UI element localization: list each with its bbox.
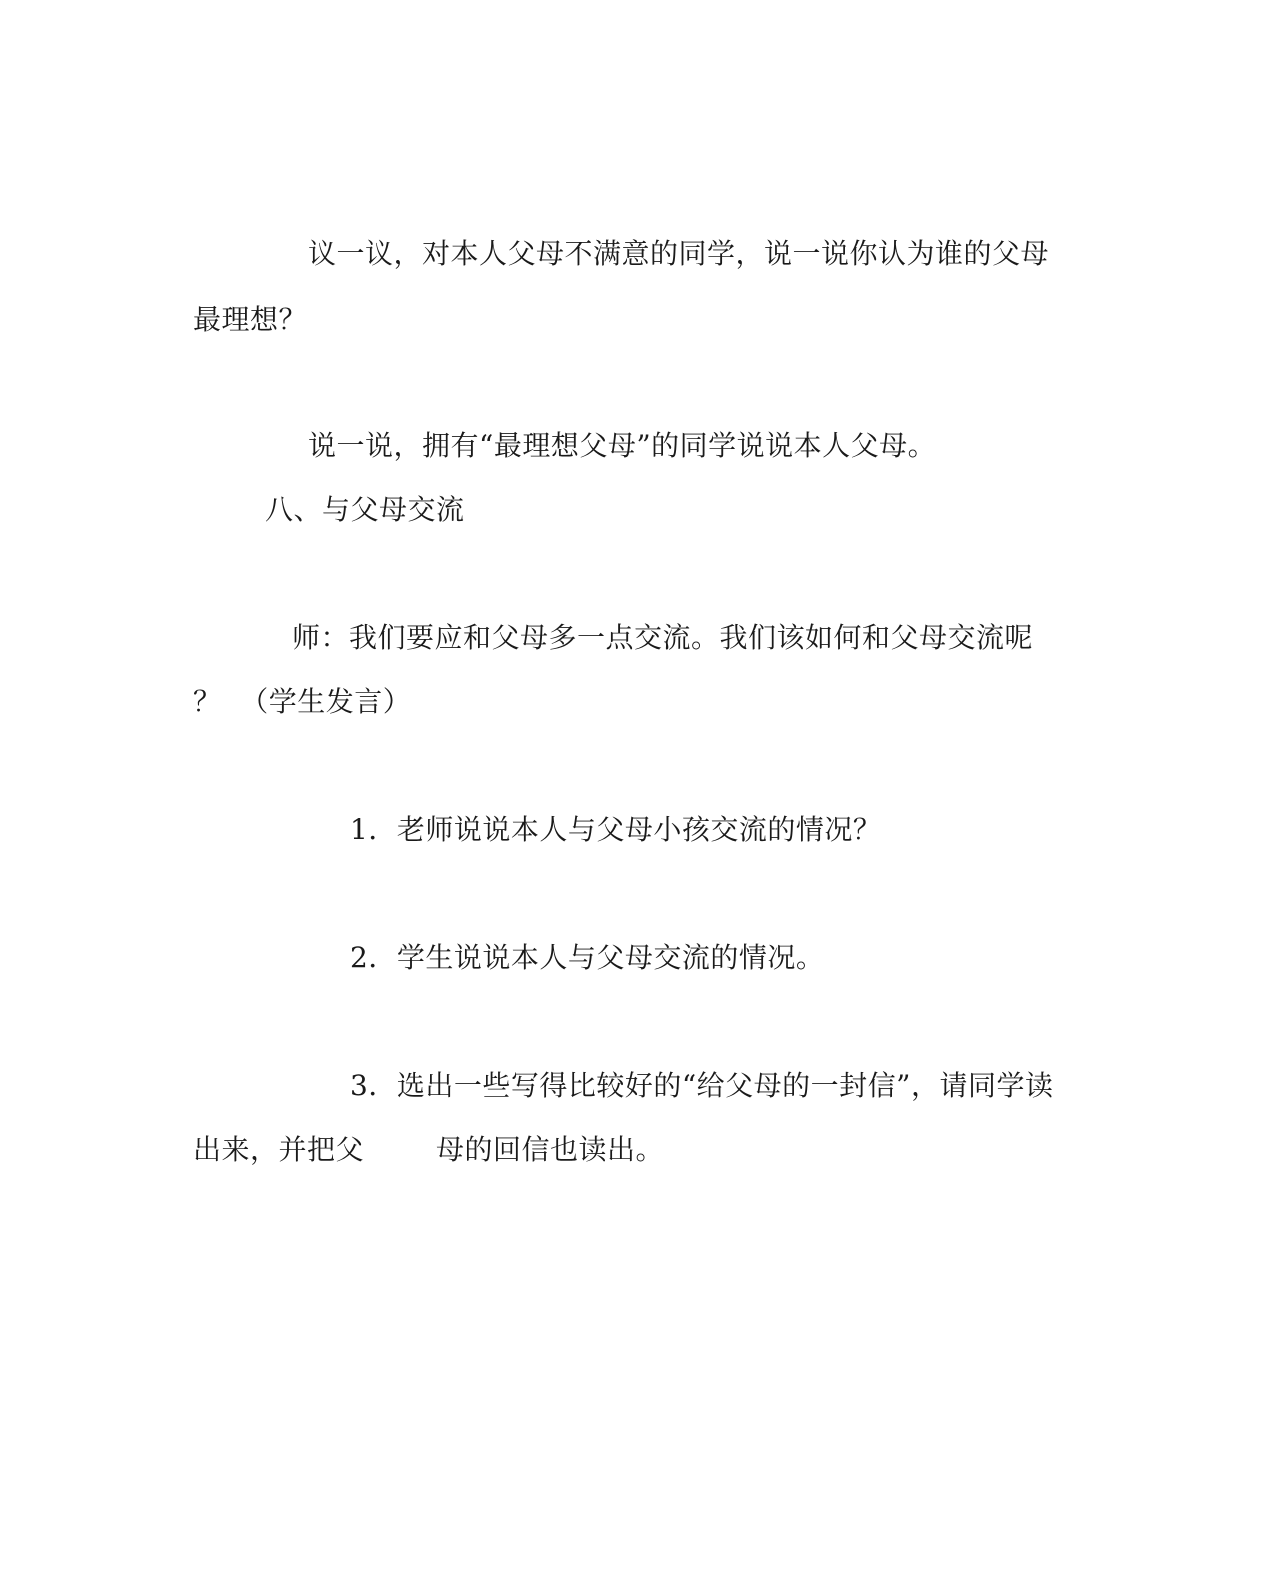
paragraph-teacher-line-2: ？ （学生发言） xyxy=(193,685,412,718)
list-item-3-line-1: 3．选出一些写得比较好的“给父母的一封信”，请同学读 xyxy=(350,1069,1054,1102)
list-item-1: 1．老师说说本人与父母小孩交流的情况？ xyxy=(350,813,882,846)
paragraph-talk: 说一说，拥有“最理想父母”的同学说说本人父母。 xyxy=(308,429,937,462)
paragraph-discuss-line-1: 议一议，对本人父母不满意的同学，说一说你认为谁的父母 xyxy=(308,237,1050,270)
paragraph-discuss-line-2: 最理想？ xyxy=(193,303,308,336)
list-item-3-line-2-part-1: 出来，并把父 xyxy=(193,1133,365,1166)
paragraph-teacher-line-1: 师：我们要应和父母多一点交流。我们该如何和父母交流呢 xyxy=(292,621,1034,654)
section-heading: 八、与父母交流 xyxy=(265,493,465,526)
list-item-2: 2．学生说说本人与父母交流的情况。 xyxy=(350,941,825,974)
list-item-3-line-2-part-2: 母的回信也读出。 xyxy=(436,1133,665,1166)
